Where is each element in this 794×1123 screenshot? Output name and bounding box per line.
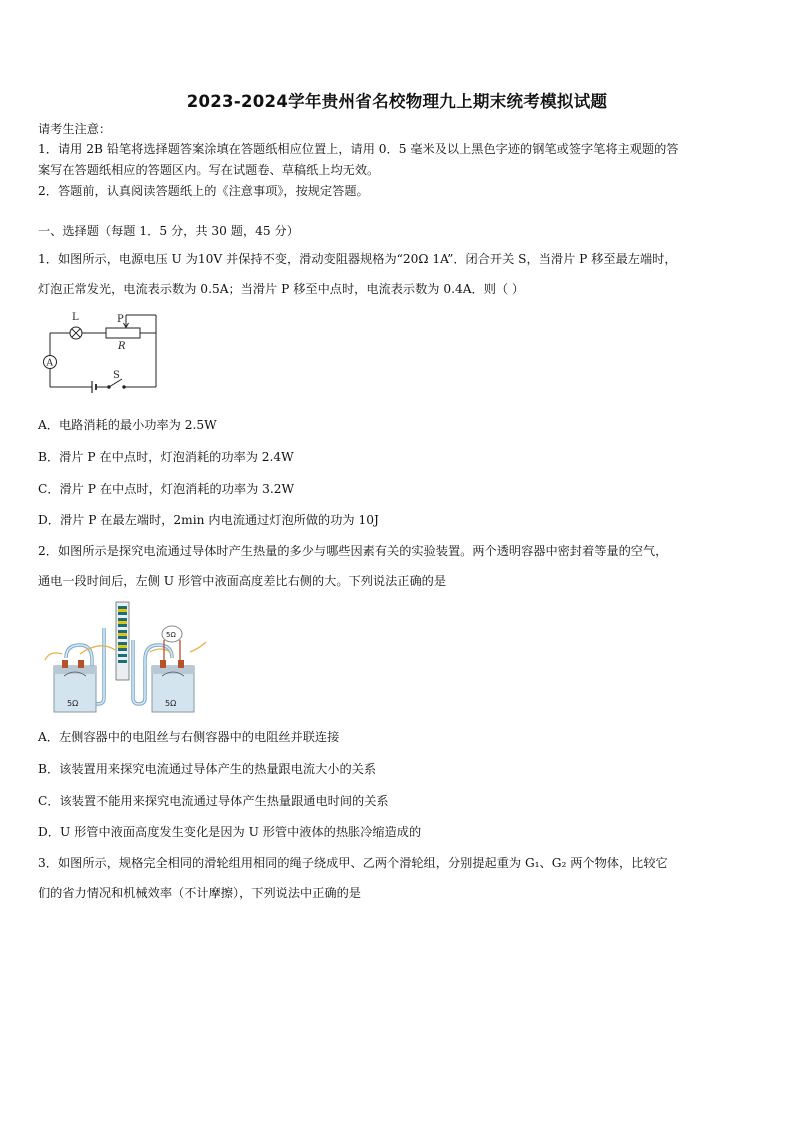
section-heading: 一、选择题（每题 1．5 分，共 30 题，45 分） xyxy=(38,224,299,238)
q2-option-a[interactable]: A．左侧容器中的电阻丝与右侧容器中的电阻丝并联连接 xyxy=(38,730,340,744)
q1-option-b[interactable]: B．滑片 P 在中点时，灯泡消耗的功率为 2.4W xyxy=(38,450,294,464)
q3-stem-b: 们的省力情况和机械效率（不计摩擦），下列说法中正确的是 xyxy=(38,886,361,900)
q1-option-c[interactable]: C．滑片 P 在中点时，灯泡消耗的功率为 3.2W xyxy=(38,482,295,496)
label-lamp: L xyxy=(72,312,79,323)
label-left-resistor: 5Ω xyxy=(67,699,79,708)
notice-item-1a: 1．请用 2B 铅笔将选择题答案涂填在答题纸相应位置上，请用 0．5 毫米及以上黑色字迹的钢笔或签字笔将主观题的答 xyxy=(38,142,679,156)
label-top-resistor: 5Ω xyxy=(166,631,176,639)
q3-stem-a: 3．如图所示，规格完全相同的滑轮组用相同的绳子绕成甲、乙两个滑轮组，分别提起重为 G₁、G₂ 两个物体，比较它 xyxy=(38,856,668,870)
q2-option-b[interactable]: B．该装置用来探究电流通过导体产生的热量跟电流大小的关系 xyxy=(38,762,377,776)
label-rheostat: R xyxy=(118,341,126,352)
q2-apparatus-diagram xyxy=(40,600,210,715)
q2-stem-a: 2．如图所示是探究电流通过导体时产生热量的多少与哪些因素有关的实验装置。两个透明容器中密封着等量的空气， xyxy=(38,544,668,558)
notice-heading: 请考生注意： xyxy=(38,122,112,136)
q2-option-c[interactable]: C．该装置不能用来探究电流通过导体产生热量跟通电时间的关系 xyxy=(38,794,389,808)
label-ammeter: A xyxy=(46,358,53,369)
rheostat-symbol xyxy=(106,328,140,338)
label-right-resistor: 5Ω xyxy=(165,699,177,708)
q1-circuit-diagram xyxy=(40,305,165,395)
q1-option-a[interactable]: A．电路消耗的最小功率为 2.5W xyxy=(38,418,217,432)
label-switch: S xyxy=(113,370,120,381)
page-title: 2023-2024学年贵州省名校物理九上期末统考模拟试题 xyxy=(186,92,608,111)
q1-stem-b: 灯泡正常发光，电流表示数为 0.5A；当滑片 P 移至中点时，电流表示数为 0.4A．则（ ） xyxy=(38,282,525,296)
q1-option-d[interactable]: D．滑片 P 在最左端时，2min 内电流通过灯泡所做的功为 10J xyxy=(38,513,379,527)
q2-option-d[interactable]: D．U 形管中液面高度发生变化是因为 U 形管中液体的热胀冷缩造成的 xyxy=(38,825,422,839)
notice-item-2: 2．答题前，认真阅读答题纸上的《注意事项》，按规定答题。 xyxy=(38,184,369,198)
q2-stem-b: 通电一段时间后，左侧 U 形管中液面高度差比右侧的大。下列说法正确的是 xyxy=(38,574,447,588)
label-slider: P xyxy=(117,314,124,325)
q1-stem-a: 1．如图所示，电源电压 U 为10V 并保持不变，滑动变阻器规格为“20Ω 1A”．闭合开关 S，当滑片 P 移至最左端时， xyxy=(38,252,677,266)
notice-item-1b: 案写在答题纸相应的答题区内。写在试题卷、草稿纸上均无效。 xyxy=(38,163,380,177)
